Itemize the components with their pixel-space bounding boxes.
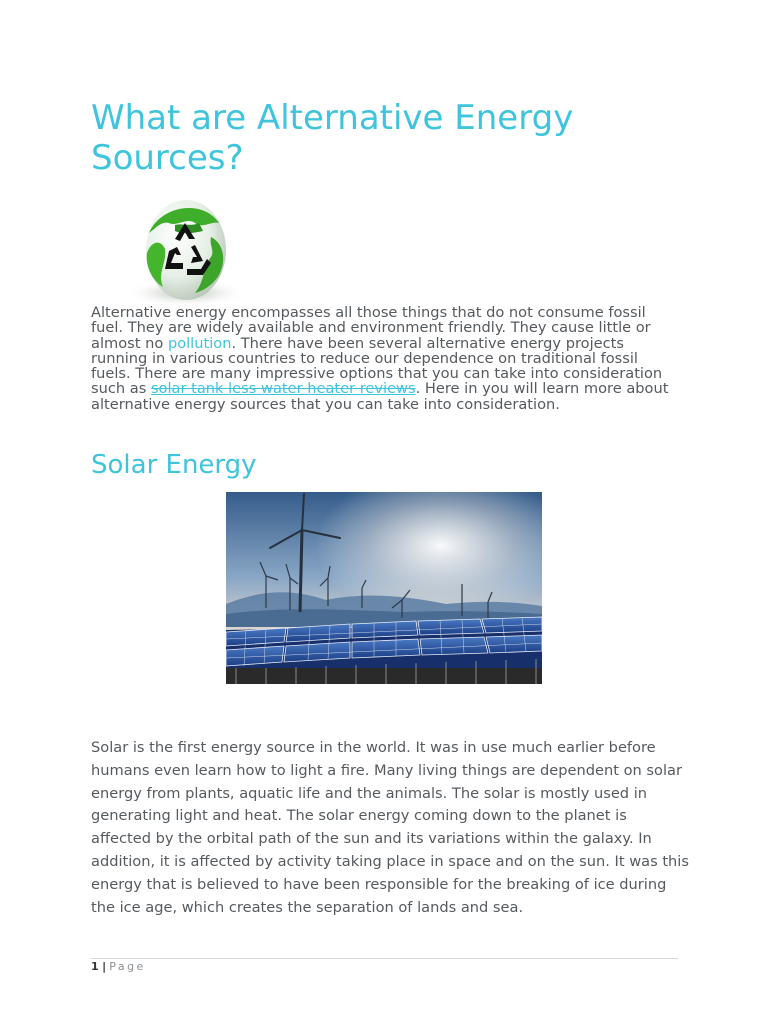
solar-heater-reviews-link[interactable]: solar tank less water heater reviews <box>150 380 416 398</box>
footer-separator: | <box>102 960 107 973</box>
footer-divider <box>91 958 678 959</box>
recycle-globe-image <box>91 193 278 304</box>
intro-text-1: Alternative energy encompasses all those things that do not consume fossil fuel. They are widely available and environment friendly. They cause little or almost no <box>91 304 651 352</box>
intro-text-2: . There have been several alternative energy projects running in various countries to reduce our dependence on traditional fossil fuels. There are many impressive options that you can take into consideration such as <box>91 334 663 398</box>
document-title: What are Alternative Energy Sources? <box>91 98 574 178</box>
page-label: Page <box>109 960 146 973</box>
solar-paragraph: Solar is the first energy source in the world. It was in use much earlier before humans even learn how to light a fire. Many living things are dependent on solar energy from plants, aquatic life and the animals. The solar is mostly used in generating light and heat. The solar energy coming down to the planet is affected by the orbital path of the sun and its variations within the galaxy. In addition, it is affected by activity taking place in space and on the sun. It was this energy that is believed to have been responsible for the breaking of ice during the ice age, which creates the separation of lands and sea. <box>91 739 689 916</box>
section-heading-solar: Solar Energy <box>91 450 257 480</box>
intro-paragraph <box>91 305 681 412</box>
page-footer <box>91 960 146 974</box>
pollution-link[interactable]: pollution <box>167 334 232 352</box>
intro-text-3: . Here in you will learn more about alternative energy sources that you can take into consideration. <box>91 380 669 413</box>
page-number: 1 <box>91 960 99 973</box>
solar-wind-farm-image <box>226 492 542 684</box>
